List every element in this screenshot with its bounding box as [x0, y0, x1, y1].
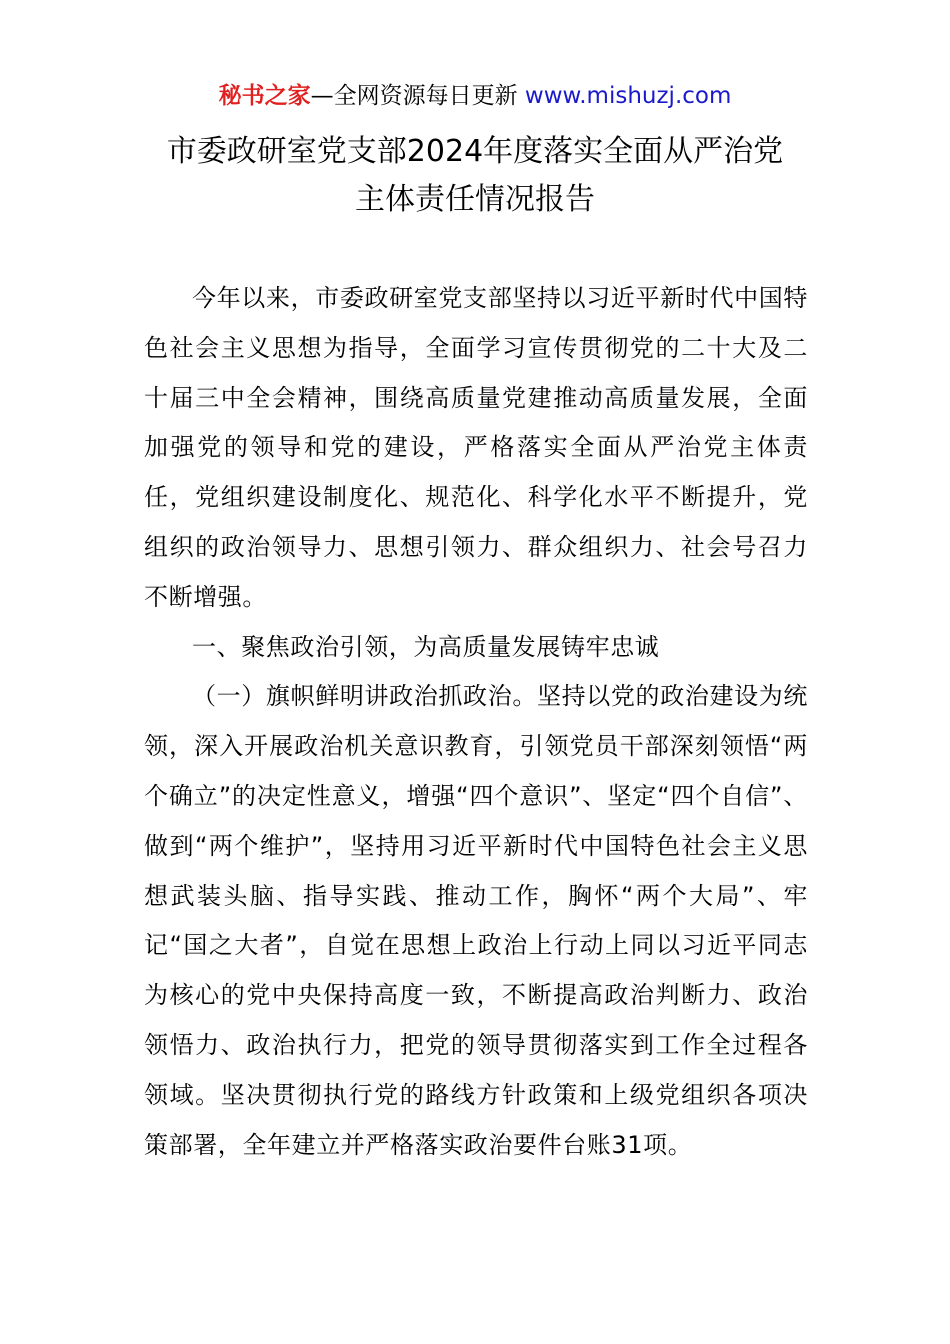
title-line-1: 市委政研室党支部2024年度落实全面从严治党 — [166, 134, 784, 169]
title-line-2: 主体责任情况报告 — [355, 182, 595, 217]
intro-paragraph: 今年以来，市委政研室党支部坚持以习近平新时代中国特色社会主义思想为指导，全面学习宣传贯彻党的二十大及二十届三中全会精神，围绕高质量党建推动高质量发展，全面加强党的领导和党的建设，严格落实全面从严治党主体责任，党组织建设制度化、规范化、科学化水平不断提升，党组织的政治领导力、思想引领力、群众组织力、社会号召力不断增强。 — [144, 284, 808, 611]
document-title — [0, 128, 950, 224]
brand-name: 秘书之家 — [218, 83, 311, 109]
section-heading-1: 一、聚焦政治引领，为高质量发展铸牢忠诚 — [192, 632, 660, 661]
banner-slogan: —全网资源每日更新 — [310, 83, 525, 109]
subsection-paragraph-1: （一）旗帜鲜明讲政治抓政治。坚持以党的政治建设为统领，深入开展政治机关意识教育，引领党员干部深刻领悟“两个确立”的决定性意义，增强“四个意识”、坚定“四个自信”、做到“两个维护”，坚持用习近平新时代中国特色社会主义思想武装头脑、指导实践、推动工作，胸怀“两个大局”、牢记“国之大者”，自觉在思想上政治上行动上同以习近平同志为核心的党中央保持高度一致，不断提高政治判断力、政治领悟力、政治执行力，把党的领导贯彻落实到工作全过程各领域。坚决贯彻执行党的路线方针政策和上级党组织各项决策部署，全年建立并严格落实政治要件台账31项。 — [144, 682, 808, 1159]
document-body — [144, 274, 808, 1170]
site-banner — [0, 80, 950, 112]
site-url-link[interactable]: www.mishuzj.com — [524, 83, 732, 109]
